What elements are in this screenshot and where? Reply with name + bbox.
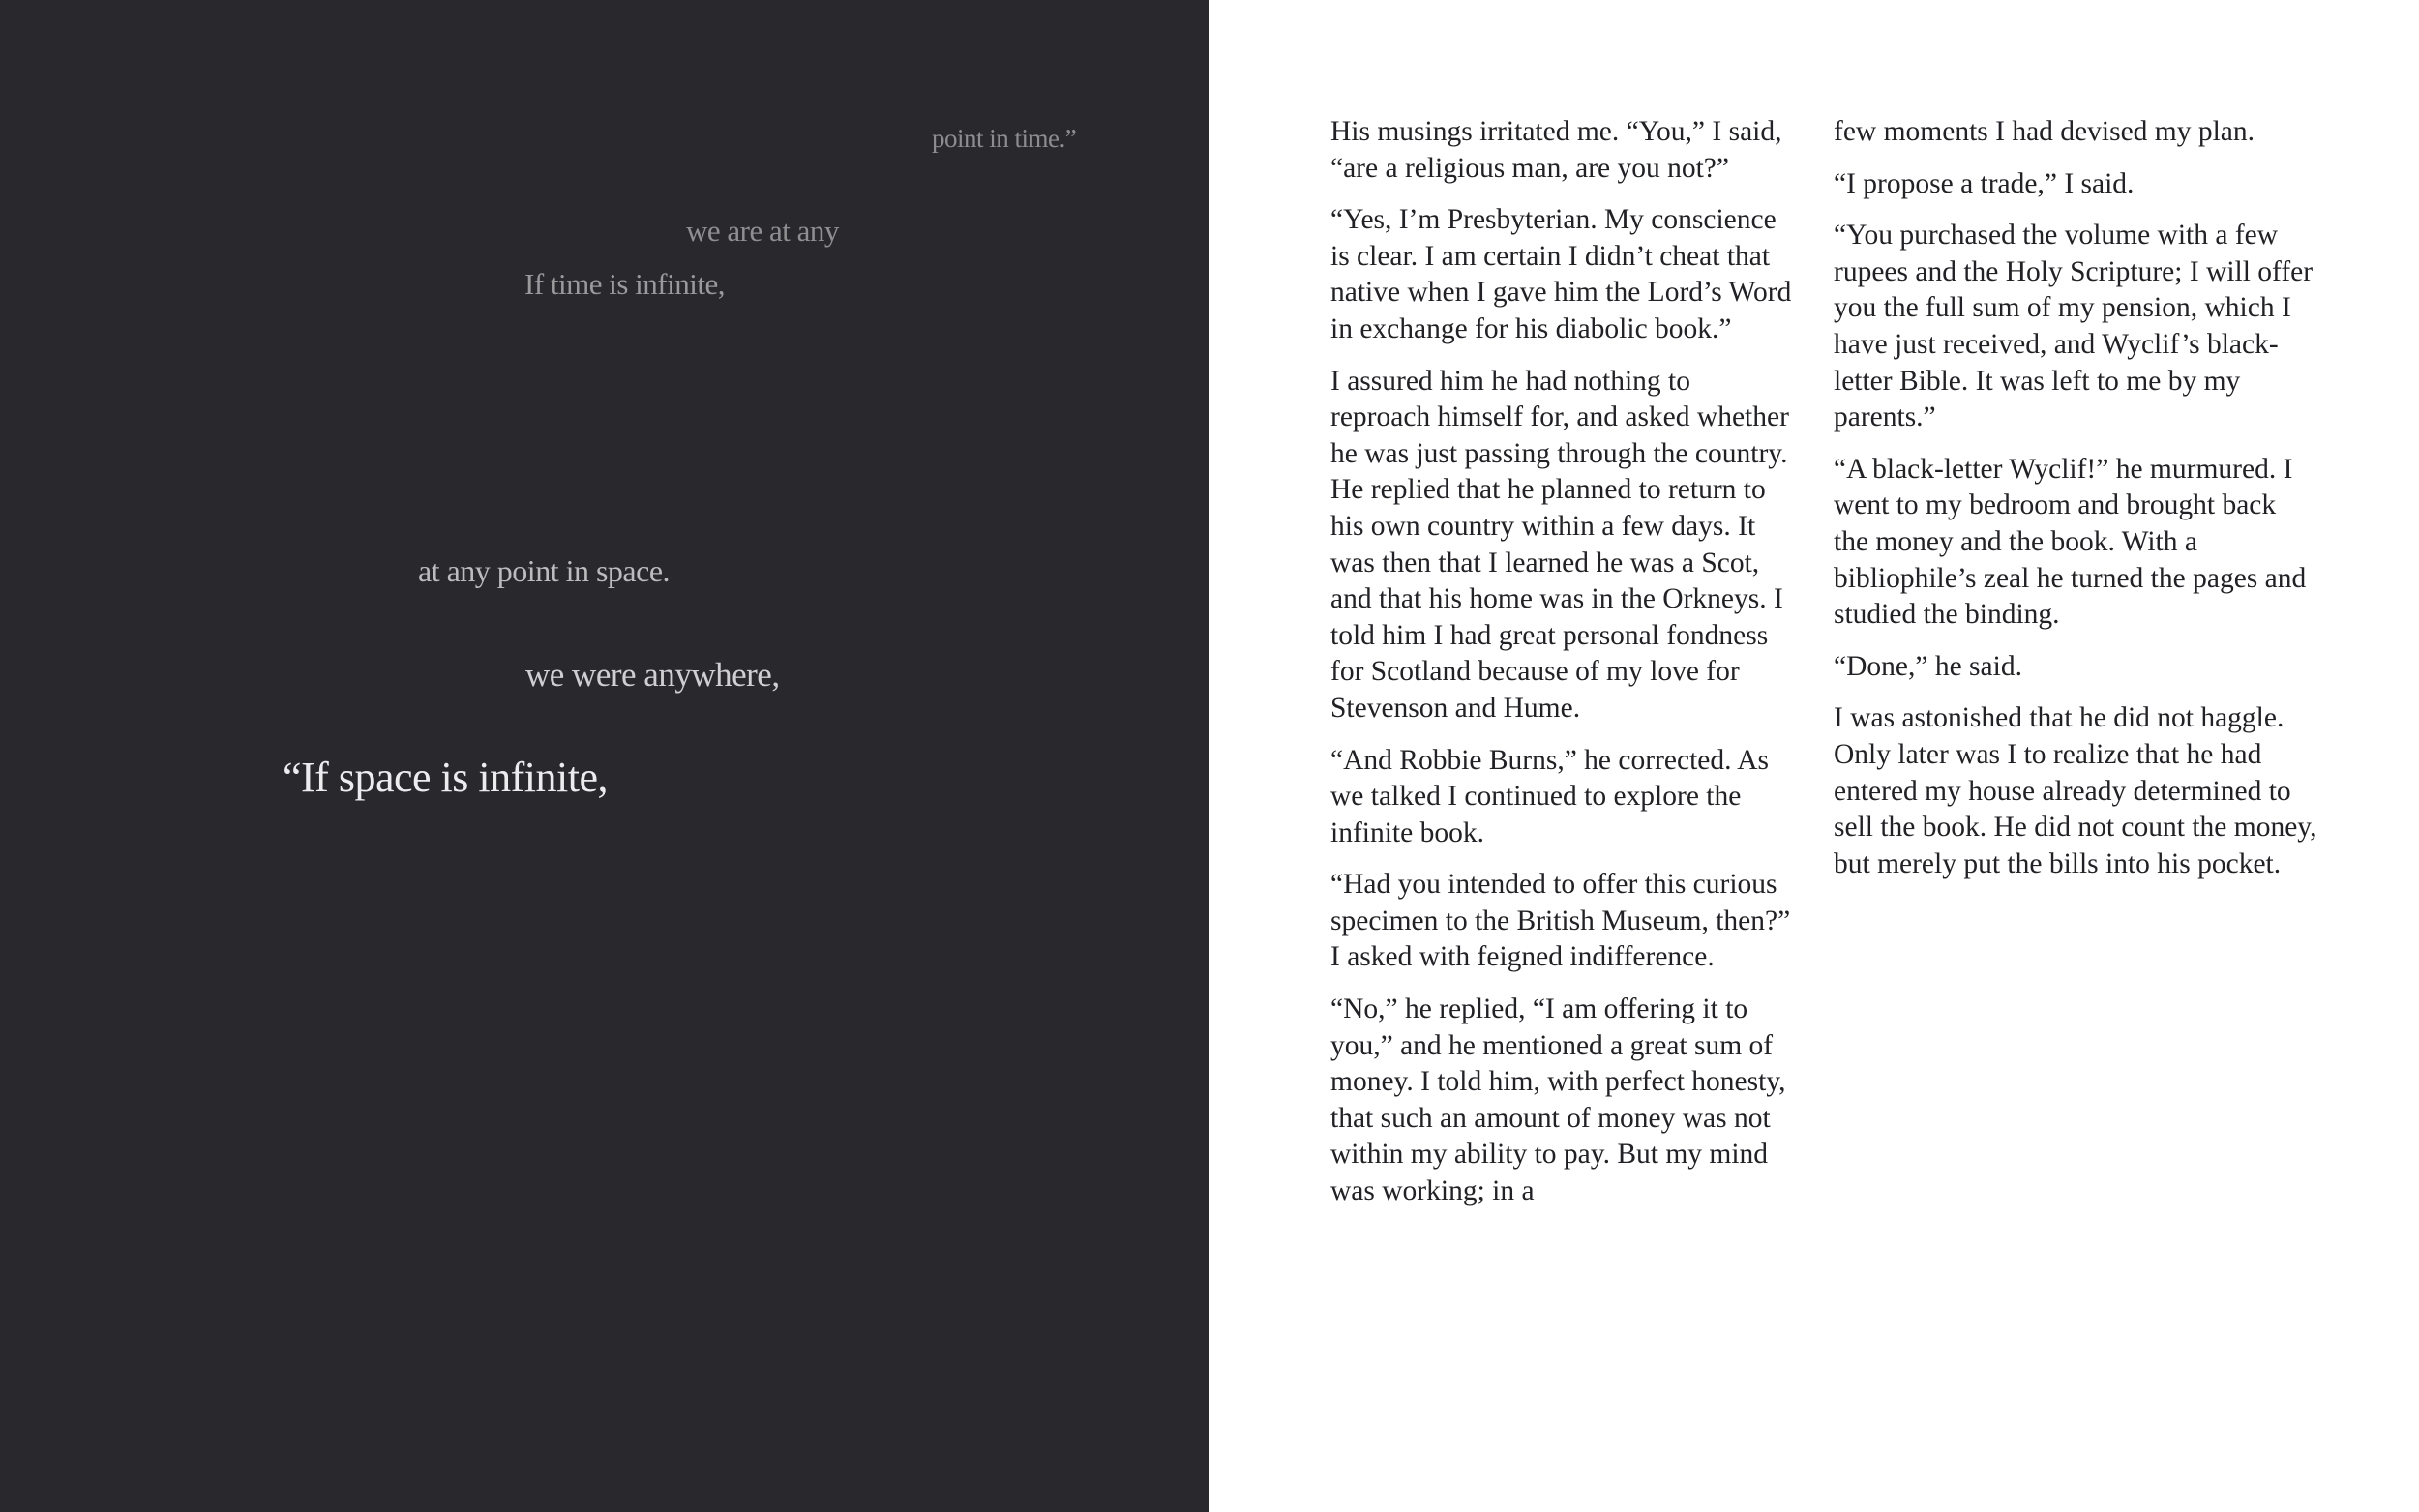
paragraph: His musings irritated me. “You,” I said, “are a religious man, are you not?” [1330,116,1782,184]
right-page [1210,0,2419,1512]
paragraph: “A black-letter Wyclif!” he murmured. I went to my bedroom and brought back the money and the book. With a bibliophile’s zeal he turned the pages and studied the binding. [1834,453,2307,631]
paragraph: “Done,” he said. [1834,650,2022,682]
paragraph: I was astonished that he did not haggle. Only later was I to realize that he had entered my house already determined to sell the book. He did not count the money, but merely put the bills into his pocket. [1834,702,2317,879]
fragment-if-time-is-infinite: If time is infinite, [524,267,725,301]
fragment-point-in-time: point in time.” [932,124,1077,153]
text-column-left [1330,114,1795,1226]
fragment-if-space-is-infinite: “If space is infinite, [283,754,608,801]
fragment-we-are-at-any: we are at any [686,214,839,248]
paragraph: “Had you intended to offer this curious specimen to the British Museum, then?” I asked with feigned indifference. [1330,869,1791,973]
paragraph: “I propose a trade,” I said. [1834,167,2135,199]
paragraph: few moments I had devised my plan. [1834,116,2255,147]
fragment-we-were-anywhere: we were anywhere, [525,656,780,694]
paragraph: I assured him he had nothing to reproach himself for, and asked whether he was just passing through the country. He replied that he planned to return to his own country within a few days. It was then that I learned he was a Scot, and that his home was in the Orkneys. I told him I had great personal fondness for Scotland because of my love for Stevenson and Hume. [1330,365,1789,724]
paragraph: “Yes, I’m Presbyterian. My conscience is clear. I am certain I didn’t cheat that native when I gave him the Lord’s Word in exchange for his diabolic book.” [1330,204,1792,344]
paragraph: “And Robbie Burns,” he corrected. As we talked I continued to explore the infinite book. [1330,744,1770,848]
paragraph: “No,” he replied, “I am offering it to you,” and he mentioned a great sum of money. I told him, with perfect honesty, that such an amount of money was not within my ability to pay. But my mind was working; in a [1330,993,1786,1207]
fragment-at-any-point-in-space: at any point in space. [418,553,671,588]
text-column-right [1834,114,2317,898]
paragraph: “You purchased the volume with a few rupees and the Holy Scripture; I will offer you the full sum of my pension, which I have just received, and Wyclif’s black-letter Bible. It was left to me by my parents.” [1834,220,2314,433]
